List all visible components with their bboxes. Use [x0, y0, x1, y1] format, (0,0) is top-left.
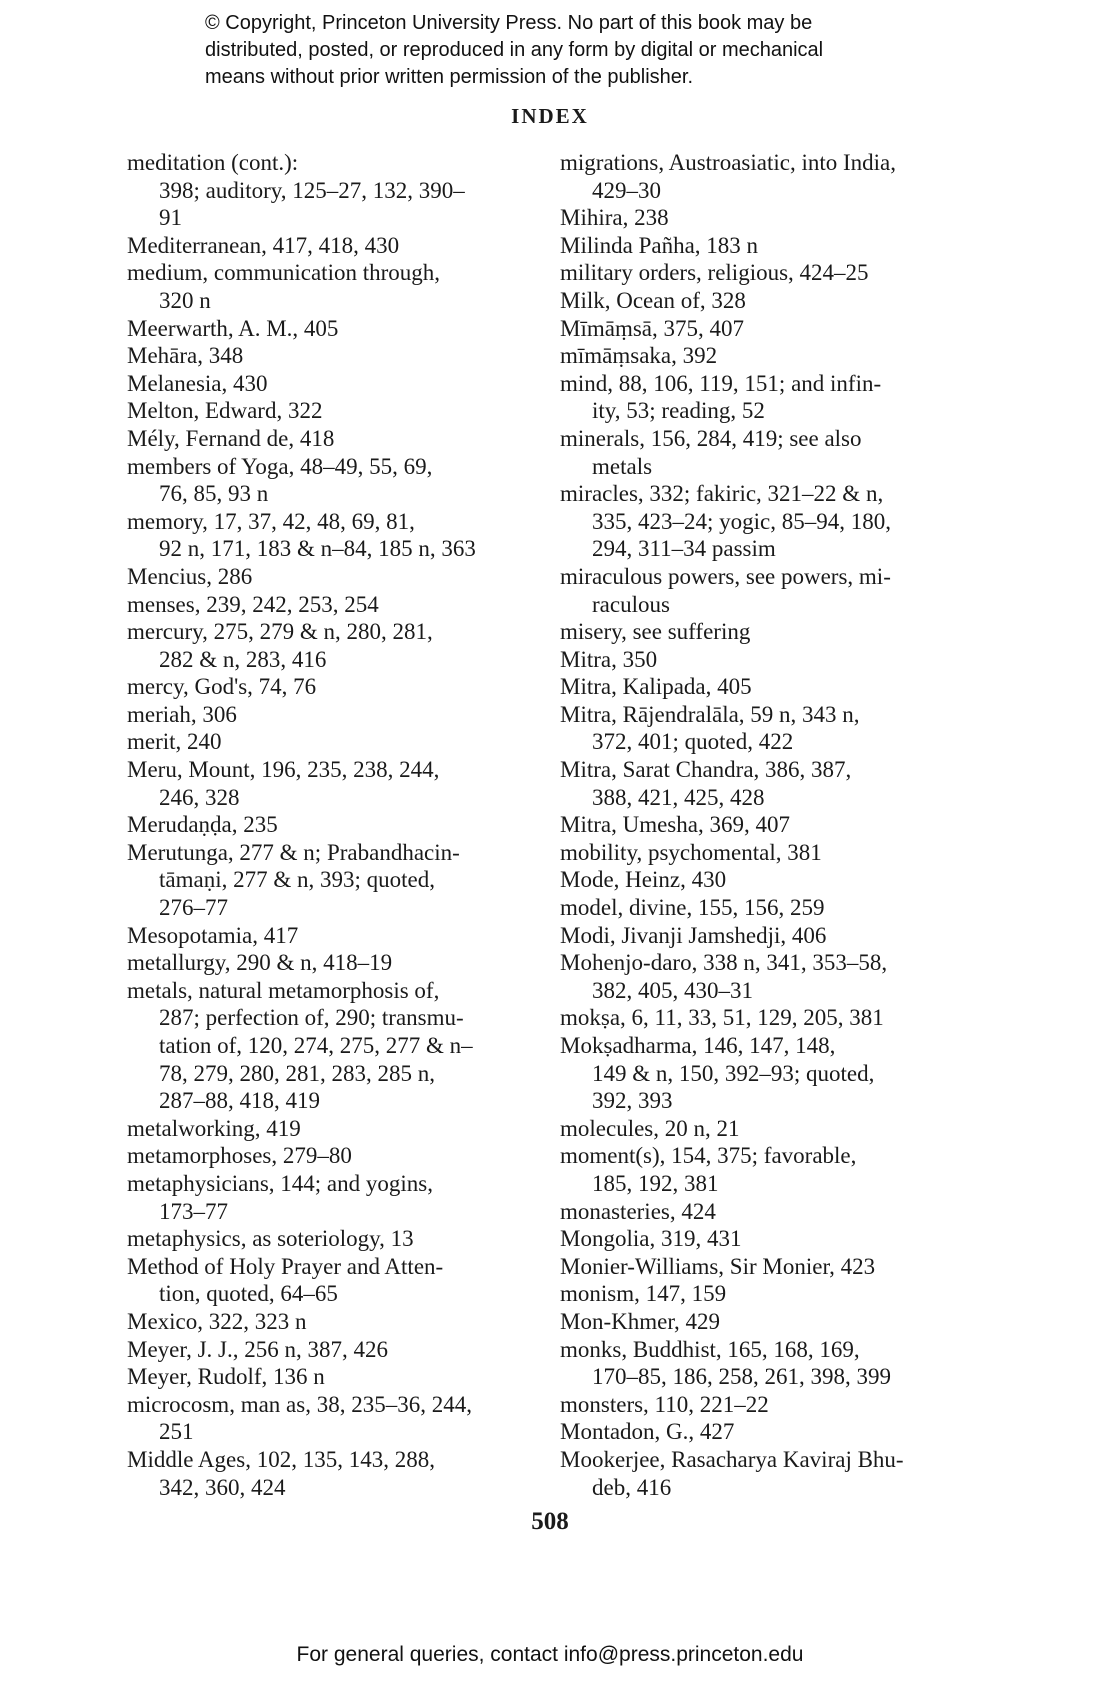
copyright-line: means without prior written permission of the publisher. [205, 66, 694, 88]
index-entry-continuation: 282 & n, 283, 416 [159, 646, 327, 672]
index-entry-continuation: deb, 416 [592, 1474, 672, 1500]
index-entry [127, 259, 552, 314]
index-entry [560, 701, 985, 756]
index-entry-continuation: 382, 405, 430–31 [592, 977, 753, 1003]
index-entry-term: Monier-Williams, Sir Monier, 423 [560, 1253, 876, 1279]
index-entry-term: moment(s), 154, 375; favorable, [560, 1143, 857, 1169]
index-entry-term: Mon-Khmer, 429 [560, 1308, 721, 1334]
index-entry-term: Merudaṇḍa, 235 [127, 812, 278, 838]
index-entry-term: Milinda Pañha, 183 n [560, 232, 759, 258]
index-entry [127, 1225, 552, 1253]
index-entry-continuation: 388, 421, 425, 428 [592, 784, 765, 810]
index-entry-continuation: 372, 401; quoted, 422 [592, 729, 794, 755]
index-entry-term: Mongolia, 319, 431 [560, 1226, 742, 1252]
index-entry-term: Meyer, Rudolf, 136 n [127, 1364, 325, 1390]
index-entry-term: Mitra, Umesha, 369, 407 [560, 812, 790, 838]
index-entry-term: Mediterranean, 417, 418, 430 [127, 232, 400, 258]
index-entry [560, 1032, 985, 1115]
index-entry [127, 949, 552, 977]
index-entry-term: miracles, 332; fakiric, 321–22 & n, [560, 481, 884, 507]
footer-contact: For general queries, contact info@press.princeton.edu [296, 1643, 804, 1666]
index-entry-term: Meru, Mount, 196, 235, 238, 244, [127, 757, 440, 783]
index-entry-term: mercury, 275, 279 & n, 280, 281, [127, 619, 433, 645]
index-entry-term: mind, 88, 106, 119, 151; and infin- [560, 370, 882, 396]
index-entry-term: Middle Ages, 102, 135, 143, 288, [127, 1446, 435, 1472]
index-entry-continuation: 287; perfection of, 290; transmu- [159, 1005, 464, 1031]
index-entry [560, 232, 985, 260]
index-entry-continuation: tāmaṇi, 277 & n, 393; quoted, [159, 867, 435, 893]
index-entry [560, 1418, 985, 1446]
index-entry [127, 591, 552, 619]
index-entry [127, 1446, 552, 1501]
index-entry-term: misery, see suffering [560, 619, 751, 645]
index-column-right [560, 149, 985, 1501]
index-entry-term: Mitra, Rājendralāla, 59 n, 343 n, [560, 701, 860, 727]
index-entry-term: metamorphoses, 279–80 [127, 1143, 352, 1169]
index-entry [127, 1253, 552, 1308]
index-entry-term: Meerwarth, A. M., 405 [127, 315, 339, 341]
index-entry-continuation: 246, 328 [159, 784, 240, 810]
index-entry [127, 811, 552, 839]
index-entry-term: Merutunga, 277 & n; Prabandhacin- [127, 839, 460, 865]
index-entry-term: mercy, God's, 74, 76 [127, 674, 317, 700]
index-entry [560, 673, 985, 701]
index-entry [127, 149, 552, 232]
index-entry-continuation: 251 [159, 1419, 194, 1445]
index-entry [127, 1308, 552, 1336]
index-entry [560, 315, 985, 343]
index-entry-term: monsters, 110, 221–22 [560, 1391, 769, 1417]
index-entry-term: migrations, Austroasiatic, into India, [560, 150, 897, 175]
index-entry-term: members of Yoga, 48–49, 55, 69, [127, 453, 433, 479]
index-entry-term: metaphysicians, 144; and yogins, [127, 1170, 433, 1196]
index-entry [560, 287, 985, 315]
index-entry-term: molecules, 20 n, 21 [560, 1115, 740, 1141]
index-entry-continuation: 78, 279, 280, 281, 283, 285 n, [159, 1060, 435, 1086]
index-entry-term: metalworking, 419 [127, 1115, 301, 1141]
index-entry [127, 728, 552, 756]
index-entry-term: minerals, 156, 284, 419; see also [560, 425, 862, 451]
index-entry-continuation: tion, quoted, 64–65 [159, 1281, 338, 1307]
index-entry-continuation: 392, 393 [592, 1088, 673, 1114]
page-number: 508 [531, 1508, 569, 1535]
index-entry-term: monasteries, 424 [560, 1198, 716, 1224]
index-entry-term: mokṣa, 6, 11, 33, 51, 129, 205, 381 [560, 1005, 884, 1031]
index-entry [127, 453, 552, 508]
index-entry [127, 756, 552, 811]
index-entry [127, 508, 552, 563]
index-entry [560, 1308, 985, 1336]
index-entry [560, 1446, 985, 1501]
index-entry-term: metals, natural metamorphosis of, [127, 977, 440, 1003]
index-entry [560, 866, 985, 894]
index-entry [560, 425, 985, 480]
index-entry-term: military orders, religious, 424–25 [560, 260, 869, 286]
index-entry [560, 1336, 985, 1391]
index-entry-continuation: 185, 192, 381 [592, 1170, 719, 1196]
index-entry [127, 342, 552, 370]
index-entry [560, 563, 985, 618]
index-entry-continuation: raculous [592, 591, 670, 617]
index-entry-term: Melanesia, 430 [127, 370, 268, 396]
index-entry-term: Meyer, J. J., 256 n, 387, 426 [127, 1336, 389, 1362]
index-entry-term: meditation (cont.): [127, 150, 299, 175]
index-entry [127, 425, 552, 453]
index-entry [560, 839, 985, 867]
index-entry [560, 204, 985, 232]
index-entry-term: Modi, Jivanji Jamshedji, 406 [560, 922, 827, 948]
index-entry [127, 1170, 552, 1225]
index-entry [560, 259, 985, 287]
index-entry-term: microcosm, man as, 38, 235–36, 244, [127, 1391, 472, 1417]
index-entry-continuation: 335, 423–24; yogic, 85–94, 180, [592, 508, 891, 534]
copyright-line: distributed, posted, or reproduced in any form by digital or mechanical [205, 39, 824, 61]
index-entry-term: model, divine, 155, 156, 259 [560, 895, 825, 921]
index-entry [560, 1142, 985, 1197]
index-entry-term: Mookerjee, Rasacharya Kaviraj Bhu- [560, 1446, 904, 1472]
index-entry [560, 149, 985, 204]
index-entry [127, 370, 552, 398]
index-entry [560, 949, 985, 1004]
index-entry-term: Mihira, 238 [560, 205, 669, 231]
index-entry-term: mīmāṃsaka, 392 [560, 343, 718, 369]
index-entry-term: Mély, Fernand de, 418 [127, 425, 335, 451]
index-entry [127, 563, 552, 591]
index-entry [560, 1225, 985, 1253]
index-entry [560, 1391, 985, 1419]
index-entry [127, 977, 552, 1115]
index-entry-term: Milk, Ocean of, 328 [560, 287, 746, 313]
index-entry-continuation: tation of, 120, 274, 275, 277 & n– [159, 1033, 473, 1058]
index-entry [560, 756, 985, 811]
index-entry-term: menses, 239, 242, 253, 254 [127, 591, 379, 617]
index-entry-continuation: 294, 311–34 passim [592, 536, 776, 562]
index-entry [560, 370, 985, 425]
index-entry-term: Mokṣadharma, 146, 147, 148, [560, 1033, 836, 1058]
index-entry [560, 1004, 985, 1032]
index-entry [127, 1363, 552, 1391]
index-entry-term: Mencius, 286 [127, 563, 253, 589]
index-entry-term: Mīmāṃsā, 375, 407 [560, 315, 744, 341]
index-entry-term: Mode, Heinz, 430 [560, 867, 727, 893]
index-entry [127, 1142, 552, 1170]
index-entry-term: Method of Holy Prayer and Atten- [127, 1253, 444, 1279]
index-entry-continuation: 92 n, 171, 183 & n–84, 185 n, 363 [159, 536, 476, 562]
index-entry-continuation: ity, 53; reading, 52 [592, 398, 765, 424]
index-entry-continuation: 429–30 [592, 177, 661, 203]
index-entry [127, 701, 552, 729]
index-entry [127, 232, 552, 260]
index-entry [127, 397, 552, 425]
index-entry-term: Montadon, G., 427 [560, 1419, 735, 1445]
index-entry [127, 315, 552, 343]
index-entry-term: metaphysics, as soteriology, 13 [127, 1226, 414, 1252]
index-entry-continuation: 320 n [159, 287, 211, 313]
index-entry-term: Mitra, Sarat Chandra, 386, 387, [560, 757, 852, 783]
index-entry [560, 480, 985, 563]
index-entry [560, 894, 985, 922]
index-entry-term: mobility, psychomental, 381 [560, 839, 822, 865]
index-entry-continuation: 287–88, 418, 419 [159, 1088, 320, 1114]
index-entry-continuation: 149 & n, 150, 392–93; quoted, [592, 1060, 875, 1086]
index-entry-continuation: 76, 85, 93 n [159, 481, 269, 507]
index-entry [127, 1391, 552, 1446]
index-entry-term: miraculous powers, see powers, mi- [560, 563, 891, 589]
index-entry [560, 811, 985, 839]
index-entry-continuation: 342, 360, 424 [159, 1474, 286, 1500]
index-entry [560, 1198, 985, 1226]
index-entry-continuation: 173–77 [159, 1198, 228, 1224]
index-entry-term: Mitra, Kalipada, 405 [560, 674, 752, 700]
index-entry-term: monism, 147, 159 [560, 1281, 727, 1307]
index-entry-term: meriah, 306 [127, 701, 237, 727]
copyright-notice [205, 10, 905, 91]
index-entry-term: Mehāra, 348 [127, 343, 244, 369]
index-entry-continuation: 398; auditory, 125–27, 132, 390– [159, 177, 465, 203]
index-entry-term: memory, 17, 37, 42, 48, 69, 81, [127, 508, 415, 534]
index-entry [560, 1280, 985, 1308]
index-entry-continuation: 170–85, 186, 258, 261, 398, 399 [592, 1364, 891, 1390]
index-column-left [127, 149, 552, 1501]
index-entry [560, 646, 985, 674]
index-entry [127, 1336, 552, 1364]
index-entry [127, 673, 552, 701]
index-entry-continuation: metals [592, 453, 653, 479]
copyright-line: © Copyright, Princeton University Press. No part of this book may be [205, 12, 813, 34]
index-entry-term: Mexico, 322, 323 n [127, 1308, 307, 1334]
index-entry-continuation: 91 [159, 205, 182, 231]
index-entry-term: metallurgy, 290 & n, 418–19 [127, 950, 393, 976]
page-heading: INDEX [511, 104, 589, 128]
index-entry-term: Mesopotamia, 417 [127, 922, 299, 948]
index-entry [127, 618, 552, 673]
index-entry [127, 839, 552, 922]
index-entry [560, 922, 985, 950]
index-entry [560, 1253, 985, 1281]
index-entry [127, 1115, 552, 1143]
index-entry [560, 342, 985, 370]
index-entry [127, 922, 552, 950]
index-entry-term: Mitra, 350 [560, 646, 658, 672]
index-entry-term: medium, communication through, [127, 260, 441, 286]
index-entry-term: merit, 240 [127, 729, 222, 755]
index-entry-term: Melton, Edward, 322 [127, 398, 323, 424]
index-entry-continuation: 276–77 [159, 895, 228, 921]
index-entry [560, 1115, 985, 1143]
index-entry [560, 618, 985, 646]
index-entry-term: Mohenjo-daro, 338 n, 341, 353–58, [560, 950, 888, 976]
index-entry-term: monks, Buddhist, 165, 168, 169, [560, 1336, 860, 1362]
